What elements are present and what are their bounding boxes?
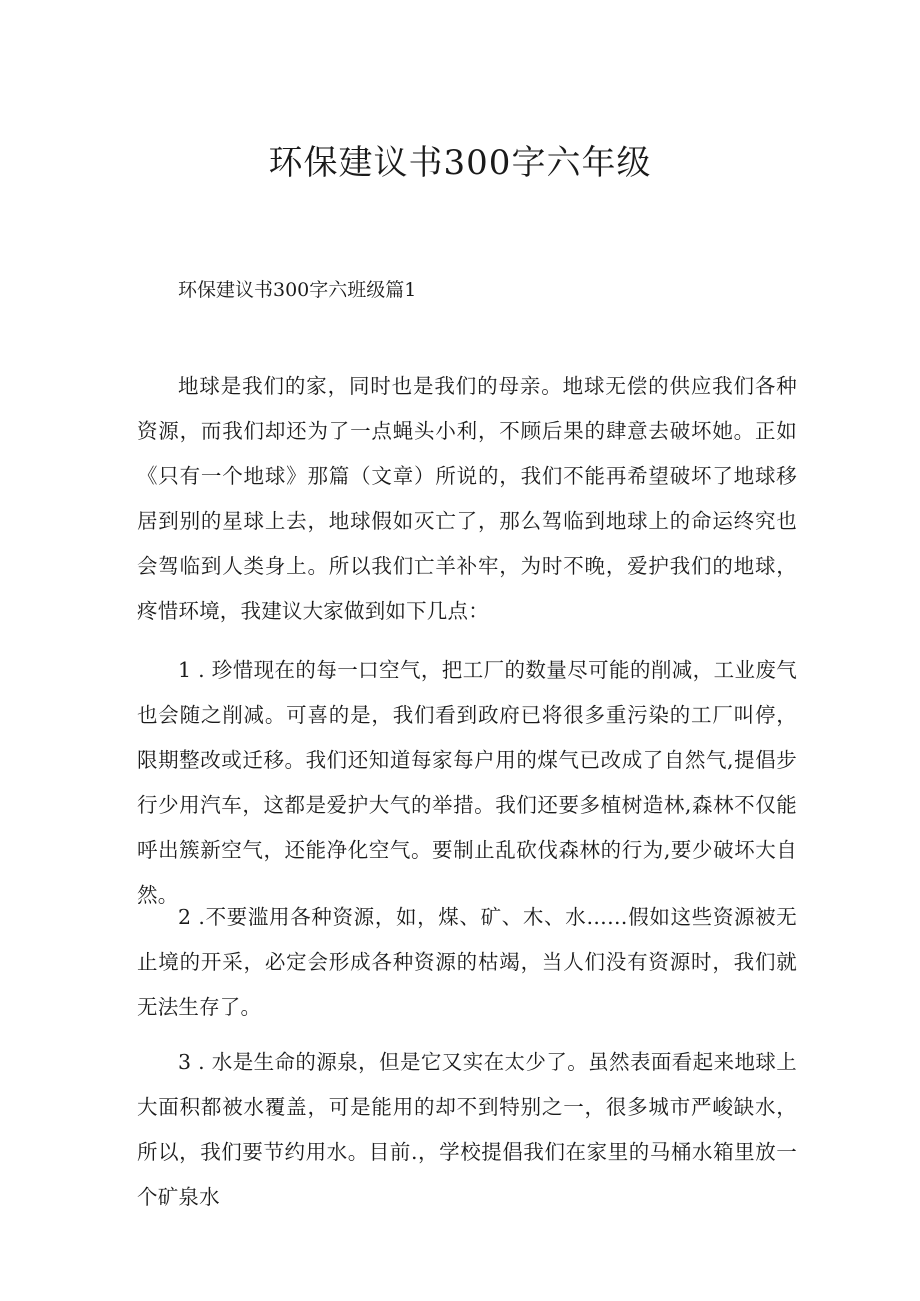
document-subtitle: 环保建议书300字六班级篇1 (178, 279, 417, 301)
paragraph-intro: 地球是我们的家，同时也是我们的母亲。地球无偿的供应我们各种资源，而我们却还为了一点蝇头小利，不顾后果的肆意去破坏她。正如《只有一个地球》那篇（文章）所说的，我们不能再希望破坏了地球移居到别的星球上去，地球假如灭亡了，那么驾临到地球上的命运终究也会驾临到人类身上。所以我们亡羊补牢，为时不晚，爱护我们的地球，疼惜环境，我建议大家做到如下几点： (137, 374, 797, 623)
paragraph-point-3: 3 . 水是生命的源泉，但是它又实在太少了。虽然表面看起来地球上大面积都被水覆盖，可是能用的却不到特别之一，很多城市严峻缺水，所以，我们要节约用水。目前.，学校提倡我们在家里的马桶水箱里放一个矿泉水 (137, 1050, 797, 1209)
document-title: 环保建议书300字六年级 (268, 143, 652, 183)
paragraph-point-1: 1 . 珍惜现在的每一口空气，把工厂的数量尽可能的削减，工业废气也会随之削减。可喜的是，我们看到政府已将很多重污染的工厂叫停，限期整改或迁移。我们还知道每家每户用的煤气已改成了自然气,提倡步行少用汽车，这都是爱护大气的举措。我们还要多植树造林,森林不仅能呼出簇新空气，还能净化空气。要制止乱砍伐森林的行为,要少破坏大自然。 (137, 658, 797, 907)
paragraph-point-2: 2 .不要滥用各种资源，如，煤、矿、木、水……假如这些资源被无止境的开采，必定会形成各种资源的枯竭，当人们没有资源时，我们就无法生存了。 (137, 905, 797, 1019)
